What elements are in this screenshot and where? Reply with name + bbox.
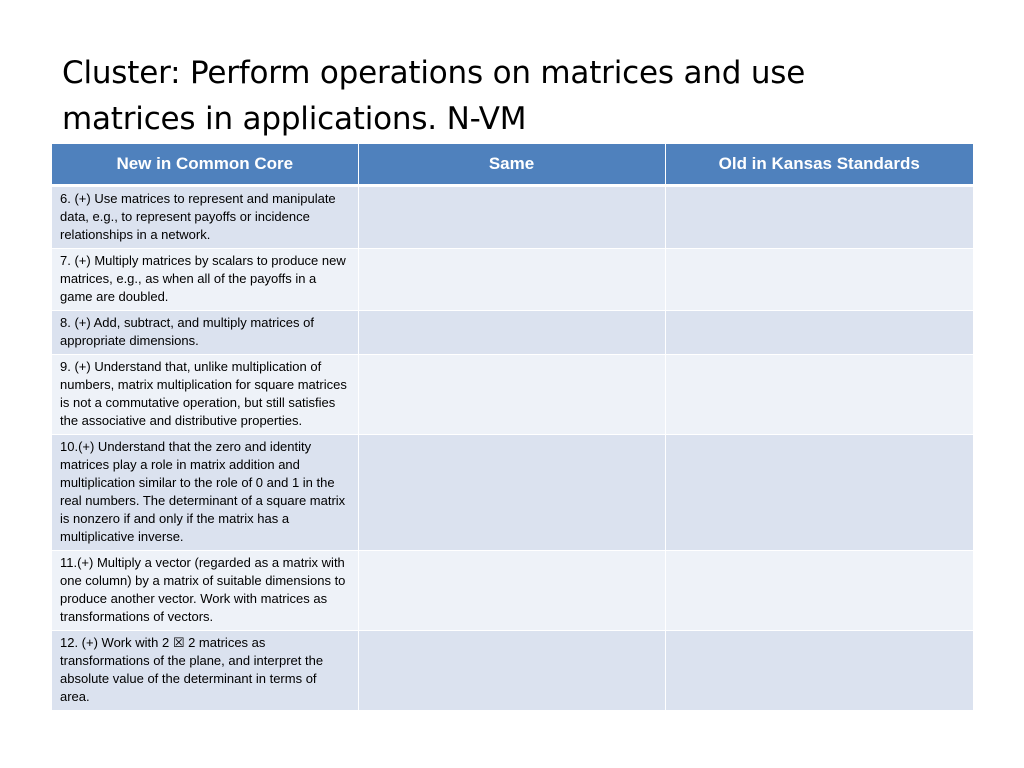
cell-new: 12. (+) Work with 2 ☒ 2 matrices as transformations of the plane, and interpret the absolute value of the determinant in terms of area. [52,631,358,711]
cell-new: 9. (+) Understand that, unlike multiplication of numbers, matrix multiplication for square matrices is not a commutative operation, but still satisfies the associative and distributive properties. [52,355,358,435]
table-row [52,311,973,355]
cell-old [665,311,973,355]
cell-same [358,631,665,711]
standards-comparison-table [52,144,973,711]
slide-title [62,50,982,142]
cell-new: 7. (+) Multiply matrices by scalars to produce new matrices, e.g., as when all of the payoffs in a game are doubled. [52,249,358,311]
table-row [52,435,973,551]
cell-old [665,186,973,249]
cell-same [358,311,665,355]
slide-title-line-2: matrices in applications. N-VM [62,101,527,137]
cell-new: 6. (+) Use matrices to represent and manipulate data, e.g., to represent payoffs or incidence relationships in a network. [52,186,358,249]
slide-title-line-1: Cluster: Perform operations on matrices and use [62,55,806,91]
table-row [52,355,973,435]
header-old-in-kansas-standards: Old in Kansas Standards [665,144,973,186]
table-row [52,631,973,711]
header-new-in-common-core: New in Common Core [52,144,358,186]
table-row [52,186,973,249]
cell-same [358,249,665,311]
cell-old [665,631,973,711]
table-row [52,551,973,631]
cell-old [665,551,973,631]
cell-new: 11.(+) Multiply a vector (regarded as a matrix with one column) by a matrix of suitable dimensions to produce another vector. Work with matrices as transformations of vectors. [52,551,358,631]
cell-old [665,249,973,311]
cell-old [665,355,973,435]
table-header-row [52,144,973,186]
table-row [52,249,973,311]
cell-same [358,435,665,551]
cell-same [358,355,665,435]
cell-same [358,551,665,631]
cell-new: 10.(+) Understand that the zero and identity matrices play a role in matrix addition and multiplication similar to the role of 0 and 1 in the real numbers. The determinant of a square matrix is nonzero if and only if the matrix has a multiplicative inverse. [52,435,358,551]
cell-same [358,186,665,249]
cell-old [665,435,973,551]
header-same: Same [358,144,665,186]
cell-new: 8. (+) Add, subtract, and multiply matrices of appropriate dimensions. [52,311,358,355]
